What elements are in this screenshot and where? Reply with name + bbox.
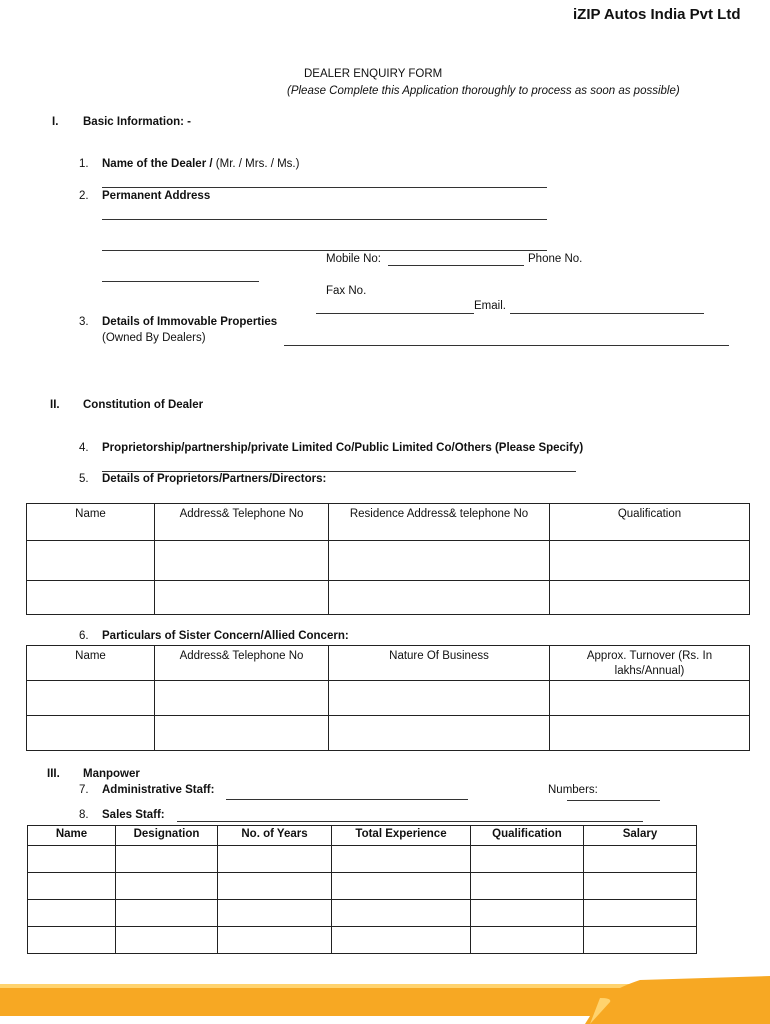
table-cell[interactable]	[584, 846, 697, 873]
table-cell[interactable]	[27, 716, 155, 751]
table-cell[interactable]	[155, 716, 329, 751]
company-name: iZIP Autos India Pvt Ltd	[573, 6, 741, 23]
table-row	[28, 900, 697, 927]
table-header-row	[27, 504, 750, 541]
column-header: Address& Telephone No	[155, 504, 329, 541]
table-cell[interactable]	[27, 541, 155, 581]
table-row	[27, 716, 750, 751]
table-cell[interactable]	[332, 900, 471, 927]
item-7-label: Administrative Staff:	[102, 784, 215, 796]
table-cell[interactable]	[329, 581, 550, 615]
section-2-title: Constitution of Dealer	[83, 399, 204, 411]
column-header: Name	[28, 826, 116, 846]
table-row	[28, 846, 697, 873]
item-3-number: 3.	[79, 316, 89, 328]
phone-label: Phone No.	[528, 253, 583, 265]
section-3-number: III.	[47, 768, 60, 780]
dealer-name-field[interactable]	[102, 177, 547, 188]
table-cell[interactable]	[550, 681, 750, 716]
numbers-label: Numbers:	[548, 784, 598, 796]
item-3-label: Details of Immovable Properties	[102, 316, 278, 328]
table-cell[interactable]	[28, 900, 116, 927]
footer-band-white	[0, 1016, 590, 1024]
form-title: DEALER ENQUIRY FORM	[304, 68, 443, 80]
item-2-label: Permanent Address	[102, 190, 211, 202]
item-1-number: 1.	[79, 158, 89, 170]
immovable-properties-field[interactable]	[284, 335, 729, 346]
column-header: Approx. Turnover (Rs. In lakhs/Annual)	[550, 646, 750, 681]
table-cell[interactable]	[155, 581, 329, 615]
column-header: Qualification	[471, 826, 584, 846]
item-5-number: 5.	[79, 473, 89, 485]
item-1-label-bold: Name of the Dealer /	[102, 158, 213, 170]
column-header: No. of Years	[218, 826, 332, 846]
table-row	[28, 927, 697, 954]
table-cell[interactable]	[332, 927, 471, 954]
item-1-label	[102, 158, 299, 170]
table-cell[interactable]	[332, 873, 471, 900]
item-4-number: 4.	[79, 442, 89, 454]
item-7-number: 7.	[79, 784, 89, 796]
mobile-label: Mobile No:	[326, 253, 381, 265]
section-3-title: Manpower	[83, 768, 140, 780]
table-cell[interactable]	[550, 541, 750, 581]
table-cell[interactable]	[155, 681, 329, 716]
table-cell[interactable]	[28, 846, 116, 873]
table-row	[27, 681, 750, 716]
column-header: Designation	[116, 826, 218, 846]
item-4-label: Proprietorship/partnership/private Limited Co/Public Limited Co/Others (Please Specify)	[102, 442, 584, 454]
table-header-row	[27, 646, 750, 681]
table-cell[interactable]	[155, 541, 329, 581]
table-cell[interactable]	[471, 846, 584, 873]
sister-concern-table	[26, 645, 750, 751]
column-header: Residence Address& telephone No	[329, 504, 550, 541]
column-header: Address& Telephone No	[155, 646, 329, 681]
administrative-staff-field[interactable]	[226, 789, 468, 800]
item-8-number: 8.	[79, 809, 89, 821]
section-1-number: I.	[52, 116, 59, 128]
item-3-sublabel: (Owned By Dealers)	[102, 332, 206, 344]
table-cell[interactable]	[471, 873, 584, 900]
mobile-field[interactable]	[388, 255, 524, 266]
numbers-field[interactable]	[567, 790, 660, 801]
table-cell[interactable]	[218, 900, 332, 927]
footer-banner	[0, 976, 770, 1024]
column-header: Total Experience	[332, 826, 471, 846]
section-1-title: Basic Information: -	[83, 116, 191, 128]
table-cell[interactable]	[116, 846, 218, 873]
item-6-number: 6.	[79, 630, 89, 642]
constitution-field[interactable]	[102, 461, 576, 472]
table-cell[interactable]	[584, 927, 697, 954]
table-cell[interactable]	[218, 927, 332, 954]
item-5-label: Details of Proprietors/Partners/Directors:	[102, 473, 327, 485]
address-line-2-field[interactable]	[102, 240, 547, 251]
item-2-number: 2.	[79, 190, 89, 202]
email-label: Email.	[474, 300, 506, 312]
table-cell[interactable]	[116, 873, 218, 900]
table-cell[interactable]	[471, 900, 584, 927]
table-cell[interactable]	[550, 581, 750, 615]
fax-field[interactable]	[316, 303, 474, 314]
sales-staff-field[interactable]	[177, 811, 643, 822]
table-cell[interactable]	[28, 873, 116, 900]
table-row	[27, 541, 750, 581]
table-cell[interactable]	[27, 681, 155, 716]
table-cell[interactable]	[27, 581, 155, 615]
section-2-number: II.	[50, 399, 60, 411]
column-header: Qualification	[550, 504, 750, 541]
table-cell[interactable]	[329, 681, 550, 716]
sales-staff-table	[27, 825, 697, 954]
table-cell[interactable]	[471, 927, 584, 954]
column-header: Name	[27, 504, 155, 541]
column-header: Name	[27, 646, 155, 681]
table-cell[interactable]	[329, 541, 550, 581]
item-8-label: Sales Staff:	[102, 809, 165, 821]
table-cell[interactable]	[584, 873, 697, 900]
table-cell[interactable]	[332, 846, 471, 873]
email-field[interactable]	[510, 303, 704, 314]
table-cell[interactable]	[28, 927, 116, 954]
phone-field[interactable]	[102, 271, 259, 282]
proprietors-table	[26, 503, 750, 615]
table-row	[28, 873, 697, 900]
table-cell[interactable]	[218, 873, 332, 900]
table-cell[interactable]	[329, 716, 550, 751]
form-subtitle: (Please Complete this Application thoroughly to process as soon as possible)	[287, 85, 680, 97]
table-row	[27, 581, 750, 615]
fax-label: Fax No.	[326, 285, 367, 297]
column-header: Nature Of Business	[329, 646, 550, 681]
item-6-label: Particulars of Sister Concern/Allied Concern:	[102, 630, 349, 642]
item-1-label-title: (Mr. / Mrs. / Ms.)	[215, 158, 300, 170]
table-cell[interactable]	[550, 716, 750, 751]
table-cell[interactable]	[584, 900, 697, 927]
table-cell[interactable]	[116, 900, 218, 927]
table-cell[interactable]	[116, 927, 218, 954]
table-header-row	[28, 826, 697, 846]
table-cell[interactable]	[218, 846, 332, 873]
column-header: Salary	[584, 826, 697, 846]
address-line-1-field[interactable]	[102, 209, 547, 220]
